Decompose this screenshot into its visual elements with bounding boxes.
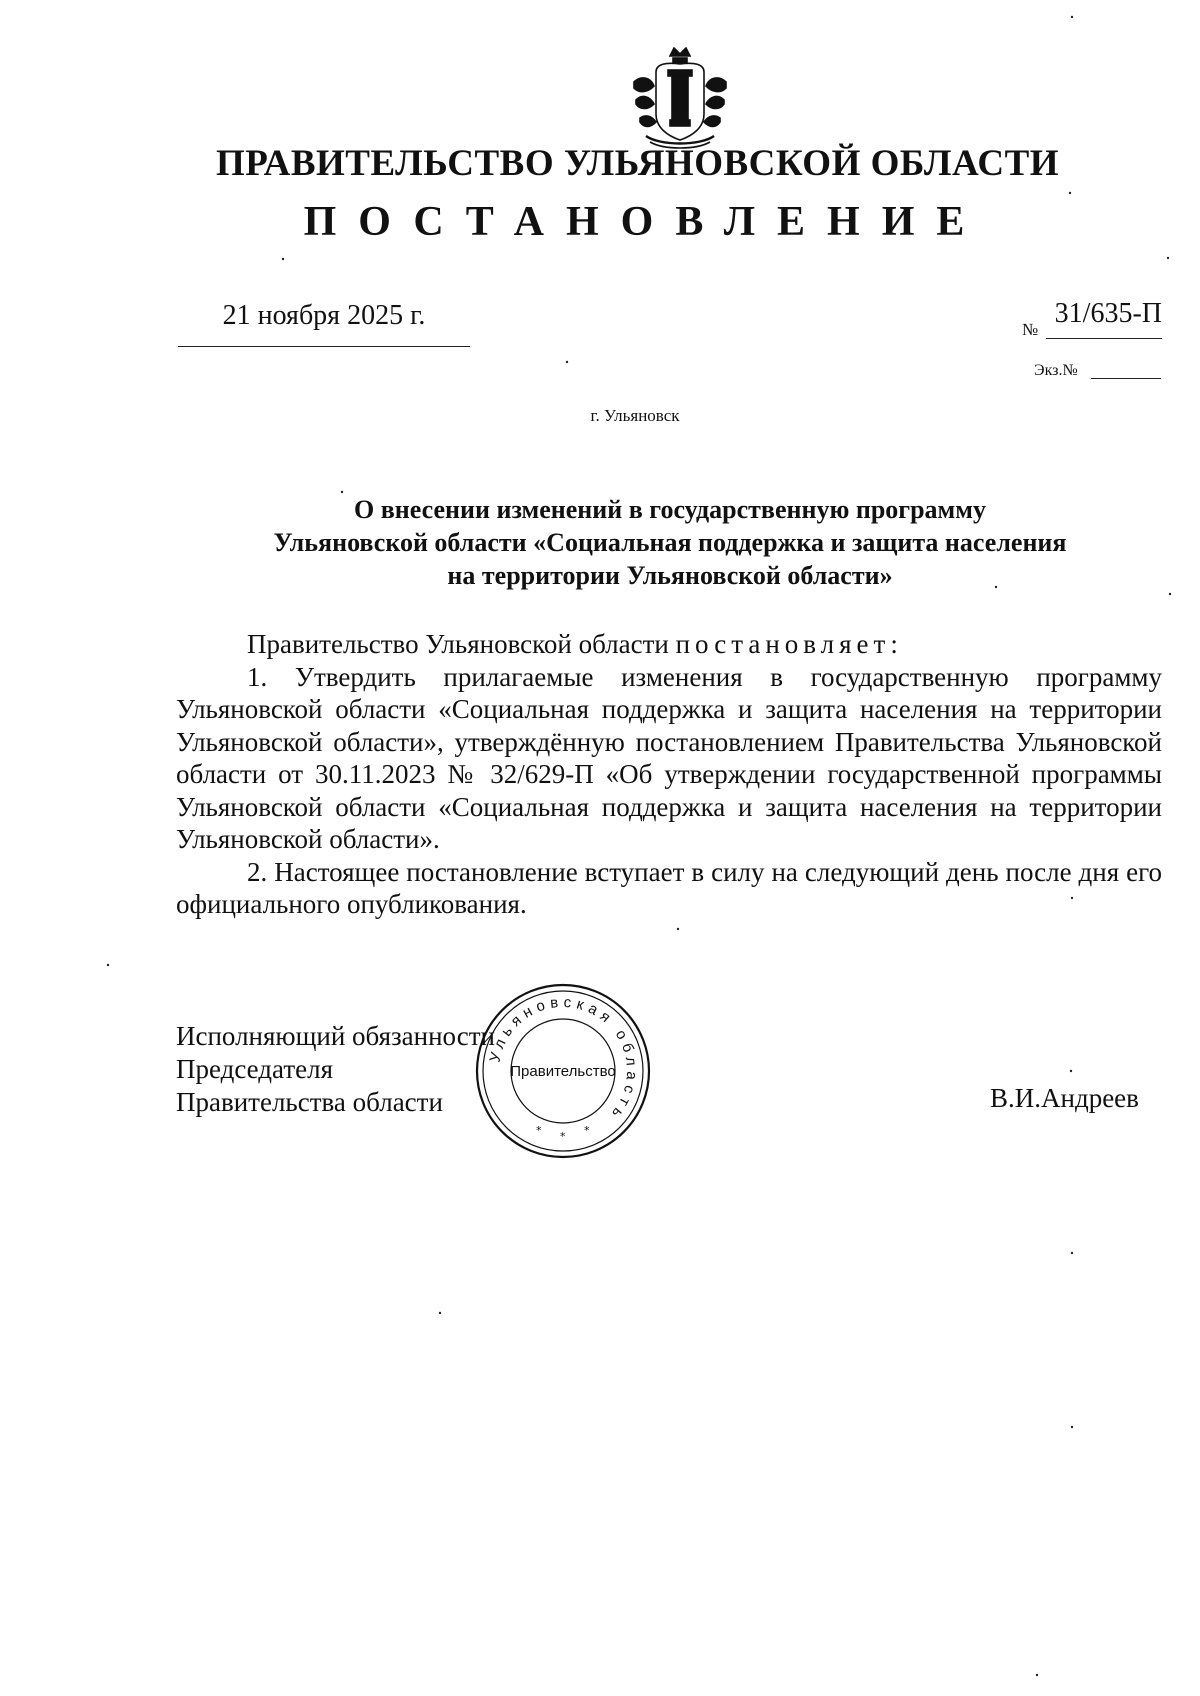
signature-position-line: Председателя bbox=[176, 1054, 334, 1084]
copy-number-label: Экз.№ bbox=[1034, 362, 1078, 379]
title-line: Ульяновской области «Социальная поддержка и защита населения bbox=[273, 528, 1067, 557]
stamp-star: * bbox=[536, 1124, 542, 1137]
intro-verb: постановляет: bbox=[675, 629, 903, 659]
document-kind: ПОСТАНОВЛЕНИЕ bbox=[303, 199, 987, 245]
document-date: 21 ноября 2025 г. bbox=[178, 300, 470, 347]
intro-paragraph bbox=[176, 628, 1162, 661]
coat-of-arms-icon bbox=[626, 42, 734, 152]
stamp-center-text: Правительство bbox=[510, 1063, 616, 1080]
signature-block bbox=[176, 1020, 495, 1119]
signature-position-line: Исполняющий обязанности bbox=[176, 1021, 495, 1051]
item-1-paragraph: 1. Утвердить прилагаемые изменения в государственную программу Ульяновской области «Социальная поддержка и защита населения на территории Ульяновской области», утверждённую постановлением Правительства Ульяновской области от 30.11.2023 № 32/629-П «Об утверждении государственной программы Ульяновской области «Социальная поддержка и защита населения на территории Ульяновской области». bbox=[176, 661, 1162, 854]
number-sign: № bbox=[1022, 320, 1039, 339]
signatory-name: В.И.Андреев bbox=[990, 1083, 1139, 1113]
stamp-star: * bbox=[560, 1130, 566, 1143]
intro-prefix: Правительство Ульяновской области bbox=[247, 629, 676, 659]
stamp-star: * bbox=[584, 1124, 590, 1137]
item-2-paragraph: 2. Настоящее постановление вступает в силу на следующий день после дня его официального опубликования. bbox=[176, 856, 1162, 919]
signature-position-line: Правительства области bbox=[176, 1087, 443, 1117]
title-line: на территории Ульяновской области» bbox=[447, 561, 893, 590]
stamp-ring-text: Ульяновская область bbox=[486, 993, 641, 1126]
government-name: ПРАВИТЕЛЬСТВО УЛЬЯНОВСКОЙ ОБЛАСТИ bbox=[215, 143, 1060, 184]
copy-number-line bbox=[1091, 378, 1161, 379]
document-title bbox=[200, 493, 1140, 592]
official-stamp bbox=[474, 982, 652, 1160]
document-number: 31/635-П bbox=[1046, 298, 1162, 339]
title-line: О внесении изменений в государственную программу bbox=[354, 495, 986, 524]
city: г. Ульяновск bbox=[590, 406, 680, 425]
document-body bbox=[176, 628, 1162, 921]
